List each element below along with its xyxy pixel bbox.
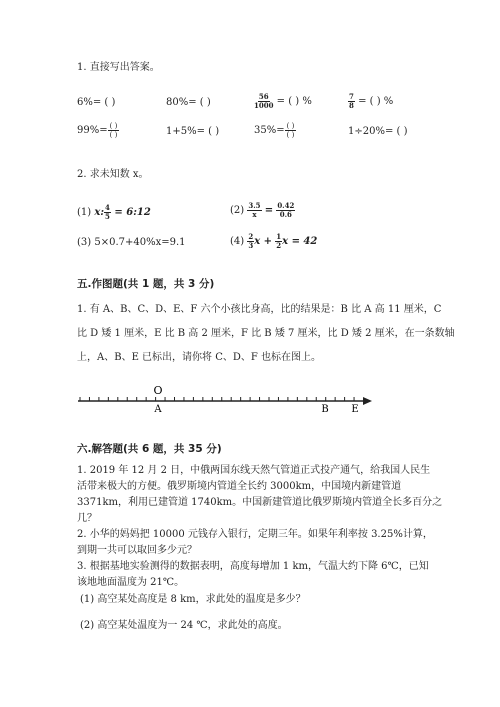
- q1-r1-a: 6%= ( ): [77, 97, 116, 108]
- q1-r2-a: 99%= $\frac{( )}{( )}$: [77, 122, 118, 139]
- q1-r1-b: 80%= ( ): [166, 97, 211, 108]
- sec6-line: 2. 小华的妈妈把 10000 元钱存入银行，定期三年。如果年利率按 3.25%计算，: [77, 529, 433, 540]
- point-e-label: E: [351, 404, 359, 415]
- fraction: $\frac{56}{1000}$: [254, 92, 274, 110]
- q1-r2-b: 1+5%= ( ): [166, 126, 220, 137]
- sec5-line: 1. 有 A、B、C、D、E、F 六个小孩比身高，比的结果是：B 比 A 高 11 厘米，C: [77, 304, 442, 315]
- q2-eq3: (3) 5×0.7+40%x=9.1: [77, 237, 186, 248]
- q1-r1-c: $\frac{56}{1000}$ = ( ) %: [254, 92, 312, 110]
- q1-r1-d: $\frac{7}{8}$ = ( ) %: [349, 92, 394, 110]
- sec6-line: 1. 2019 年 12 月 2 日，中俄两国东线天然气管道正式投产通气，给我国人民生: [77, 465, 431, 476]
- sec5-line: 比 D 矮 1 厘米，E 比 B 高 2 厘米，F 比 B 矮 7 厘米，比 D 矮 2 厘米，在一条数轴: [77, 328, 455, 339]
- sec5-line: 上，A、B、E 已标出，请你将 C、D、F 也标在图上。: [77, 352, 322, 363]
- q2-eq1: (1) x: $\frac{4}{5}$ = 6:12: [77, 203, 151, 221]
- q1-title: 1. 直接写出答案。: [77, 62, 160, 73]
- sec6-line: 该地地面温度为 21℃。: [77, 577, 185, 588]
- section6-heading: 六.解答题(共 6 题，共 35 分): [77, 443, 222, 455]
- q2-eq2: (2) $\frac{3.5}{x}$ = $\frac{0.42}{0.6}$: [230, 201, 295, 219]
- sec6-line: 3. 根据基地实验测得的数据表明，高度每增加 1 km，气温大约下降 6℃，已知: [77, 561, 429, 572]
- fraction: $\frac{7}{8}$: [349, 92, 354, 110]
- sec6-line: 3371km，利用已建管道 1740km。中国新建管道比俄罗斯境内管道全长多百分之: [77, 497, 443, 508]
- section5-heading: 五.作图题(共 1 题，共 3 分): [77, 278, 215, 290]
- q1-r2-d: 1÷20%= ( ): [348, 126, 408, 137]
- sec6-sub2: (2) 高空某处温度为一 24 ℃，求此处的高度。: [80, 620, 288, 631]
- q2-eq4: (4) $\frac{2}{3}$ x + $\frac{1}{2}$ x = 42: [230, 232, 318, 250]
- sec6-line: 到期一共可以取回多少元？: [77, 545, 197, 556]
- q1-r2-c: 35%= $\frac{( )}{( )}$: [254, 122, 295, 139]
- sec6-line: 几？: [77, 513, 97, 524]
- arrow-head-icon: [363, 397, 372, 405]
- sec6-line: 活带来极大的方便。俄罗斯境内管道全长约 3000km，中国境内新建管道: [77, 481, 402, 492]
- sec6-sub1: (1) 高空某处高度是 8 km，求此处的温度是多少？: [80, 594, 306, 605]
- origin-label: O: [153, 384, 163, 397]
- point-b-label: B: [321, 404, 329, 415]
- q2-title: 2. 求未知数 x。: [77, 169, 149, 180]
- point-a-label: A: [154, 404, 162, 415]
